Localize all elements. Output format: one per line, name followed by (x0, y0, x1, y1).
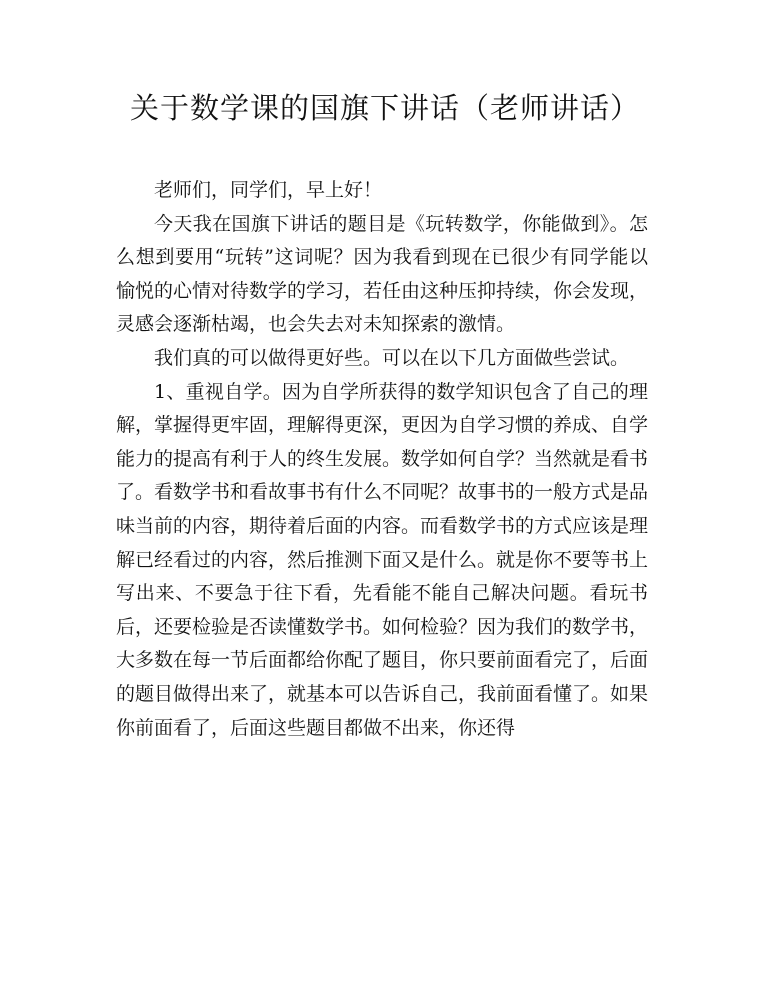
paragraph-intro: 今天我在国旗下讲话的题目是《玩转数学，你能做到》。怎么想到要用“玩转”这词呢？因为我看到现在已很少有同学能以愉悦的心情对待数学的学习，若任由这种压抑持续，你会发现，灵感会逐渐枯竭，也会失去对未知探索的激情。 (116, 212, 649, 336)
paragraph-attempt: 我们真的可以做得更好些。可以在以下几方面做些尝试。 (154, 346, 630, 369)
paragraph-self-study: 1、重视自学。因为自学所获得的数学知识包含了自己的理解，掌握得更牢固，理解得更深，更因为自学习惯的养成、自学能力的提高有利于人的终生发展。数学如何自学？当然就是看书了。看数学书和看故事书有什么不同呢？故事书的一般方式是品味当前的内容，期待着后面的内容。而看数学书的方式应该是理解已经看过的内容，然后推测下面又是什么。就是你不要等书上写出来、不要急于往下看，先看能不能自己解决问题。看玩书后，还要检验是否读懂数学书。如何检验？因为我们的数学书，大多数在每一节后面都给你配了题目，你只要前面看完了，后面的题目做得出来了，就基本可以告诉自己，我前面看懂了。如果你前面看了，后面这些题目都做不出来，你还得 (116, 380, 649, 739)
paragraph-greeting: 老师们，同学们，早上好！ (154, 179, 383, 201)
document-body (116, 174, 648, 745)
document-title: 关于数学课的国旗下讲话（老师讲话） (129, 91, 640, 125)
